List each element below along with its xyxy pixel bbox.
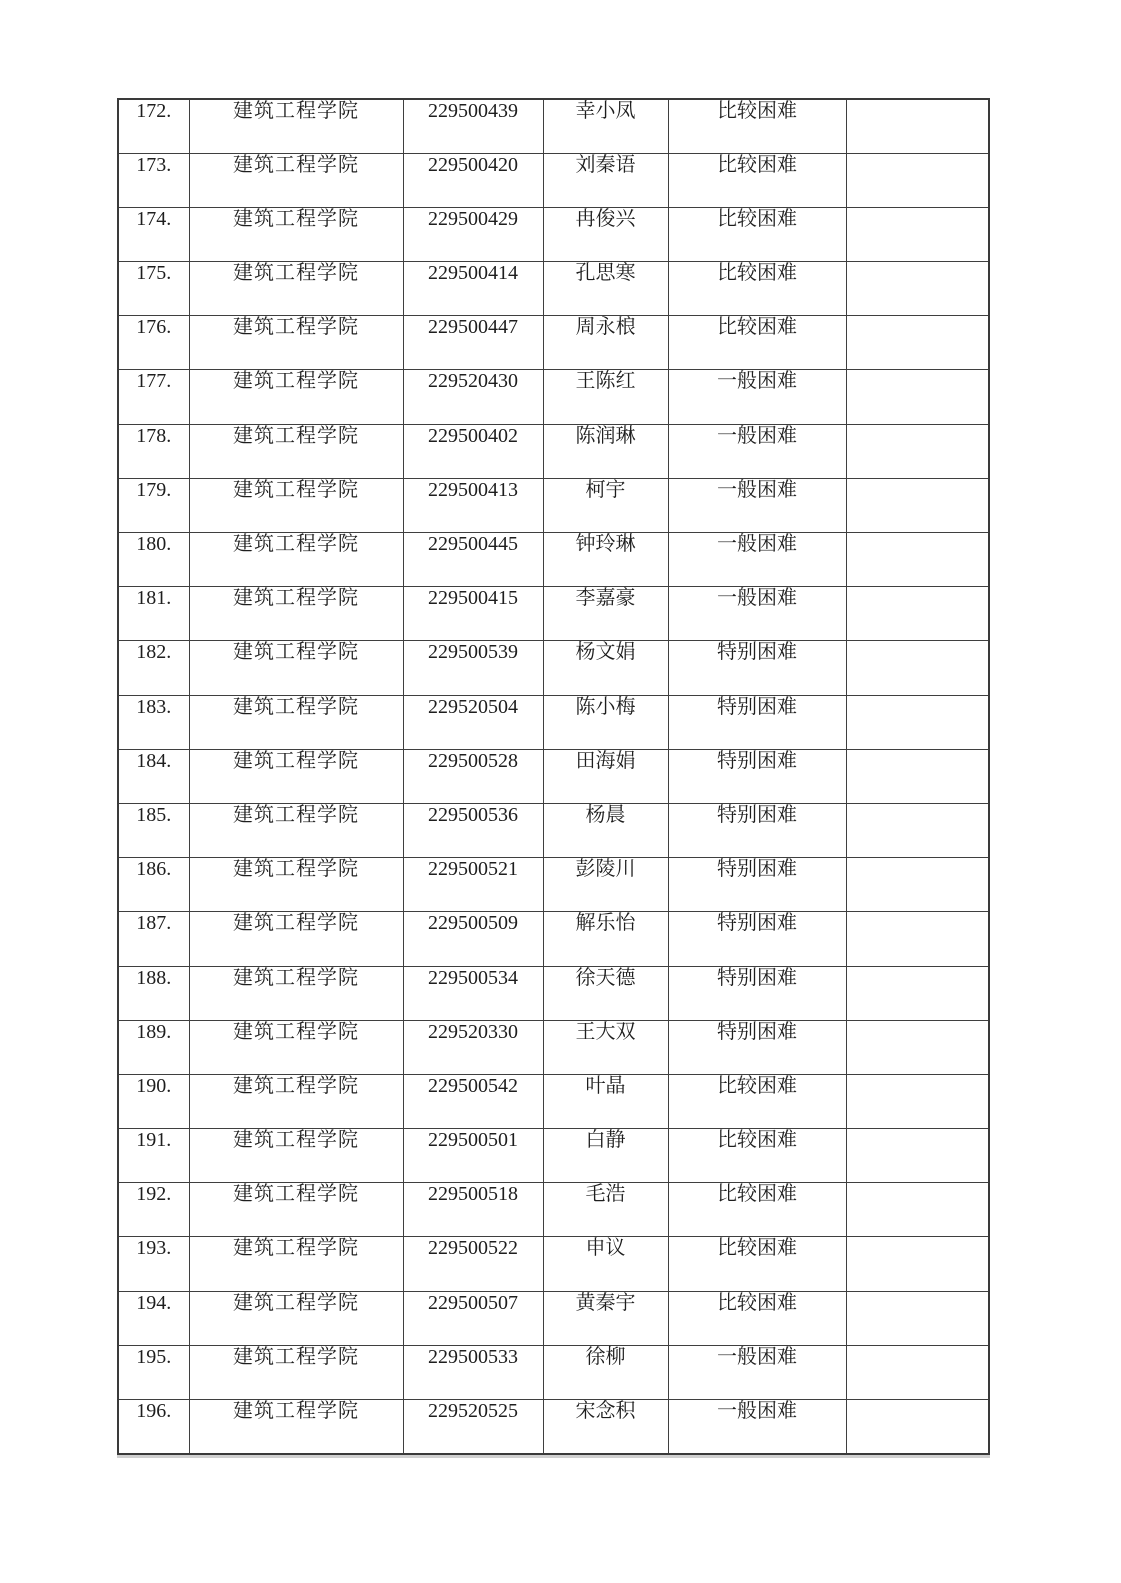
table-row xyxy=(118,749,989,803)
row-number: 192. xyxy=(118,1183,189,1237)
table-row xyxy=(118,695,989,749)
row-number: 178. xyxy=(118,424,189,478)
college-cell: 建筑工程学院 xyxy=(189,1291,403,1345)
row-number: 188. xyxy=(118,966,189,1020)
student-name-cell: 杨晨 xyxy=(543,803,668,857)
difficulty-level-cell: 一般困难 xyxy=(668,1400,846,1454)
difficulty-level-cell: 比较困难 xyxy=(668,316,846,370)
row-number: 186. xyxy=(118,858,189,912)
remark-cell xyxy=(846,1291,989,1345)
student-name-cell: 解乐怡 xyxy=(543,912,668,966)
student-name-cell: 刘秦语 xyxy=(543,153,668,207)
student-id-cell: 229500509 xyxy=(403,912,543,966)
student-name-cell: 彭陵川 xyxy=(543,858,668,912)
college-cell: 建筑工程学院 xyxy=(189,966,403,1020)
row-number: 195. xyxy=(118,1345,189,1399)
college-cell: 建筑工程学院 xyxy=(189,858,403,912)
student-id-cell: 229500542 xyxy=(403,1074,543,1128)
college-cell: 建筑工程学院 xyxy=(189,424,403,478)
college-cell: 建筑工程学院 xyxy=(189,262,403,316)
table-row xyxy=(118,1020,989,1074)
difficulty-level-cell: 比较困难 xyxy=(668,1237,846,1291)
student-name-cell: 黄秦宇 xyxy=(543,1291,668,1345)
student-name-cell: 白静 xyxy=(543,1129,668,1183)
student-id-cell: 229500528 xyxy=(403,749,543,803)
remark-cell xyxy=(846,370,989,424)
difficulty-level-cell: 特别困难 xyxy=(668,858,846,912)
remark-cell xyxy=(846,912,989,966)
table-row xyxy=(118,316,989,370)
student-name-cell: 徐柳 xyxy=(543,1345,668,1399)
table-row xyxy=(118,1074,989,1128)
student-id-cell: 229500539 xyxy=(403,641,543,695)
student-id-cell: 229500518 xyxy=(403,1183,543,1237)
difficulty-level-cell: 比较困难 xyxy=(668,1291,846,1345)
row-number: 196. xyxy=(118,1400,189,1454)
student-name-cell: 杨文娟 xyxy=(543,641,668,695)
student-id-cell: 229520525 xyxy=(403,1400,543,1454)
college-cell: 建筑工程学院 xyxy=(189,1129,403,1183)
table-row xyxy=(118,641,989,695)
college-cell: 建筑工程学院 xyxy=(189,912,403,966)
college-cell: 建筑工程学院 xyxy=(189,370,403,424)
student-id-cell: 229500413 xyxy=(403,478,543,532)
college-cell: 建筑工程学院 xyxy=(189,803,403,857)
student-id-cell: 229500521 xyxy=(403,858,543,912)
student-id-cell: 229520430 xyxy=(403,370,543,424)
remark-cell xyxy=(846,1074,989,1128)
difficulty-level-cell: 特别困难 xyxy=(668,749,846,803)
row-number: 173. xyxy=(118,153,189,207)
remark-cell xyxy=(846,316,989,370)
student-name-cell: 幸小凤 xyxy=(543,99,668,153)
table-row xyxy=(118,1183,989,1237)
remark-cell xyxy=(846,533,989,587)
student-name-cell: 毛浩 xyxy=(543,1183,668,1237)
table-row xyxy=(118,99,989,153)
remark-cell xyxy=(846,262,989,316)
college-cell: 建筑工程学院 xyxy=(189,1020,403,1074)
remark-cell xyxy=(846,1345,989,1399)
student-name-cell: 陈润琳 xyxy=(543,424,668,478)
student-difficulty-table xyxy=(117,98,990,1455)
row-number: 174. xyxy=(118,207,189,261)
college-cell: 建筑工程学院 xyxy=(189,641,403,695)
row-number: 181. xyxy=(118,587,189,641)
student-id-cell: 229500447 xyxy=(403,316,543,370)
student-id-cell: 229500439 xyxy=(403,99,543,153)
table-row xyxy=(118,207,989,261)
row-number: 185. xyxy=(118,803,189,857)
difficulty-level-cell: 一般困难 xyxy=(668,1345,846,1399)
remark-cell xyxy=(846,1400,989,1454)
college-cell: 建筑工程学院 xyxy=(189,1237,403,1291)
row-number: 184. xyxy=(118,749,189,803)
college-cell: 建筑工程学院 xyxy=(189,1074,403,1128)
student-id-cell: 229500534 xyxy=(403,966,543,1020)
student-name-cell: 周永桹 xyxy=(543,316,668,370)
table-row xyxy=(118,478,989,532)
college-cell: 建筑工程学院 xyxy=(189,749,403,803)
table-row xyxy=(118,1291,989,1345)
student-name-cell: 王陈红 xyxy=(543,370,668,424)
college-cell: 建筑工程学院 xyxy=(189,99,403,153)
row-number: 189. xyxy=(118,1020,189,1074)
table-row xyxy=(118,533,989,587)
table-row xyxy=(118,803,989,857)
student-name-cell: 李嘉豪 xyxy=(543,587,668,641)
student-id-cell: 229500507 xyxy=(403,1291,543,1345)
table-row xyxy=(118,912,989,966)
row-number: 182. xyxy=(118,641,189,695)
difficulty-level-cell: 比较困难 xyxy=(668,262,846,316)
college-cell: 建筑工程学院 xyxy=(189,153,403,207)
college-cell: 建筑工程学院 xyxy=(189,316,403,370)
remark-cell xyxy=(846,424,989,478)
difficulty-level-cell: 一般困难 xyxy=(668,478,846,532)
remark-cell xyxy=(846,641,989,695)
table-row xyxy=(118,1345,989,1399)
college-cell: 建筑工程学院 xyxy=(189,587,403,641)
row-number: 180. xyxy=(118,533,189,587)
college-cell: 建筑工程学院 xyxy=(189,1345,403,1399)
remark-cell xyxy=(846,478,989,532)
row-number: 172. xyxy=(118,99,189,153)
row-number: 179. xyxy=(118,478,189,532)
row-number: 187. xyxy=(118,912,189,966)
row-number: 190. xyxy=(118,1074,189,1128)
student-name-cell: 王大双 xyxy=(543,1020,668,1074)
remark-cell xyxy=(846,749,989,803)
difficulty-level-cell: 特别困难 xyxy=(668,695,846,749)
student-id-cell: 229500414 xyxy=(403,262,543,316)
remark-cell xyxy=(846,966,989,1020)
student-name-cell: 徐天德 xyxy=(543,966,668,1020)
difficulty-level-cell: 比较困难 xyxy=(668,1074,846,1128)
college-cell: 建筑工程学院 xyxy=(189,695,403,749)
remark-cell xyxy=(846,153,989,207)
student-id-cell: 229500445 xyxy=(403,533,543,587)
student-id-cell: 229500501 xyxy=(403,1129,543,1183)
difficulty-level-cell: 一般困难 xyxy=(668,424,846,478)
row-number: 191. xyxy=(118,1129,189,1183)
student-name-cell: 陈小梅 xyxy=(543,695,668,749)
remark-cell xyxy=(846,1183,989,1237)
remark-cell xyxy=(846,695,989,749)
student-id-cell: 229500429 xyxy=(403,207,543,261)
student-name-cell: 钟玲琳 xyxy=(543,533,668,587)
student-name-cell: 柯宇 xyxy=(543,478,668,532)
difficulty-level-cell: 特别困难 xyxy=(668,803,846,857)
student-name-cell: 田海娟 xyxy=(543,749,668,803)
table-row xyxy=(118,370,989,424)
remark-cell xyxy=(846,803,989,857)
table-row xyxy=(118,153,989,207)
table-row xyxy=(118,1400,989,1454)
college-cell: 建筑工程学院 xyxy=(189,1400,403,1454)
remark-cell xyxy=(846,1237,989,1291)
student-name-cell: 申议 xyxy=(543,1237,668,1291)
difficulty-level-cell: 一般困难 xyxy=(668,587,846,641)
table-row xyxy=(118,424,989,478)
college-cell: 建筑工程学院 xyxy=(189,1183,403,1237)
difficulty-level-cell: 比较困难 xyxy=(668,153,846,207)
row-number: 176. xyxy=(118,316,189,370)
college-cell: 建筑工程学院 xyxy=(189,207,403,261)
difficulty-level-cell: 比较困难 xyxy=(668,99,846,153)
college-cell: 建筑工程学院 xyxy=(189,478,403,532)
student-id-cell: 229500415 xyxy=(403,587,543,641)
student-id-cell: 229520330 xyxy=(403,1020,543,1074)
table-row xyxy=(118,587,989,641)
table-row xyxy=(118,1129,989,1183)
difficulty-level-cell: 比较困难 xyxy=(668,207,846,261)
student-id-cell: 229500533 xyxy=(403,1345,543,1399)
row-number: 183. xyxy=(118,695,189,749)
table-row xyxy=(118,966,989,1020)
row-number: 177. xyxy=(118,370,189,424)
table-row xyxy=(118,1237,989,1291)
student-id-cell: 229520504 xyxy=(403,695,543,749)
table-row xyxy=(118,262,989,316)
difficulty-level-cell: 比较困难 xyxy=(668,1129,846,1183)
row-number: 175. xyxy=(118,262,189,316)
row-number: 193. xyxy=(118,1237,189,1291)
difficulty-level-cell: 特别困难 xyxy=(668,966,846,1020)
difficulty-level-cell: 一般困难 xyxy=(668,370,846,424)
college-cell: 建筑工程学院 xyxy=(189,533,403,587)
student-id-cell: 229500420 xyxy=(403,153,543,207)
remark-cell xyxy=(846,1020,989,1074)
difficulty-level-cell: 特别困难 xyxy=(668,1020,846,1074)
student-name-cell: 孔思寒 xyxy=(543,262,668,316)
difficulty-level-cell: 比较困难 xyxy=(668,1183,846,1237)
difficulty-level-cell: 特别困难 xyxy=(668,641,846,695)
table-row xyxy=(118,858,989,912)
remark-cell xyxy=(846,99,989,153)
student-name-cell: 冉俊兴 xyxy=(543,207,668,261)
remark-cell xyxy=(846,1129,989,1183)
student-name-cell: 宋念积 xyxy=(543,1400,668,1454)
difficulty-level-cell: 特别困难 xyxy=(668,912,846,966)
student-id-cell: 229500402 xyxy=(403,424,543,478)
student-name-cell: 叶晶 xyxy=(543,1074,668,1128)
remark-cell xyxy=(846,587,989,641)
row-number: 194. xyxy=(118,1291,189,1345)
remark-cell xyxy=(846,858,989,912)
student-id-cell: 229500536 xyxy=(403,803,543,857)
student-id-cell: 229500522 xyxy=(403,1237,543,1291)
remark-cell xyxy=(846,207,989,261)
difficulty-level-cell: 一般困难 xyxy=(668,533,846,587)
